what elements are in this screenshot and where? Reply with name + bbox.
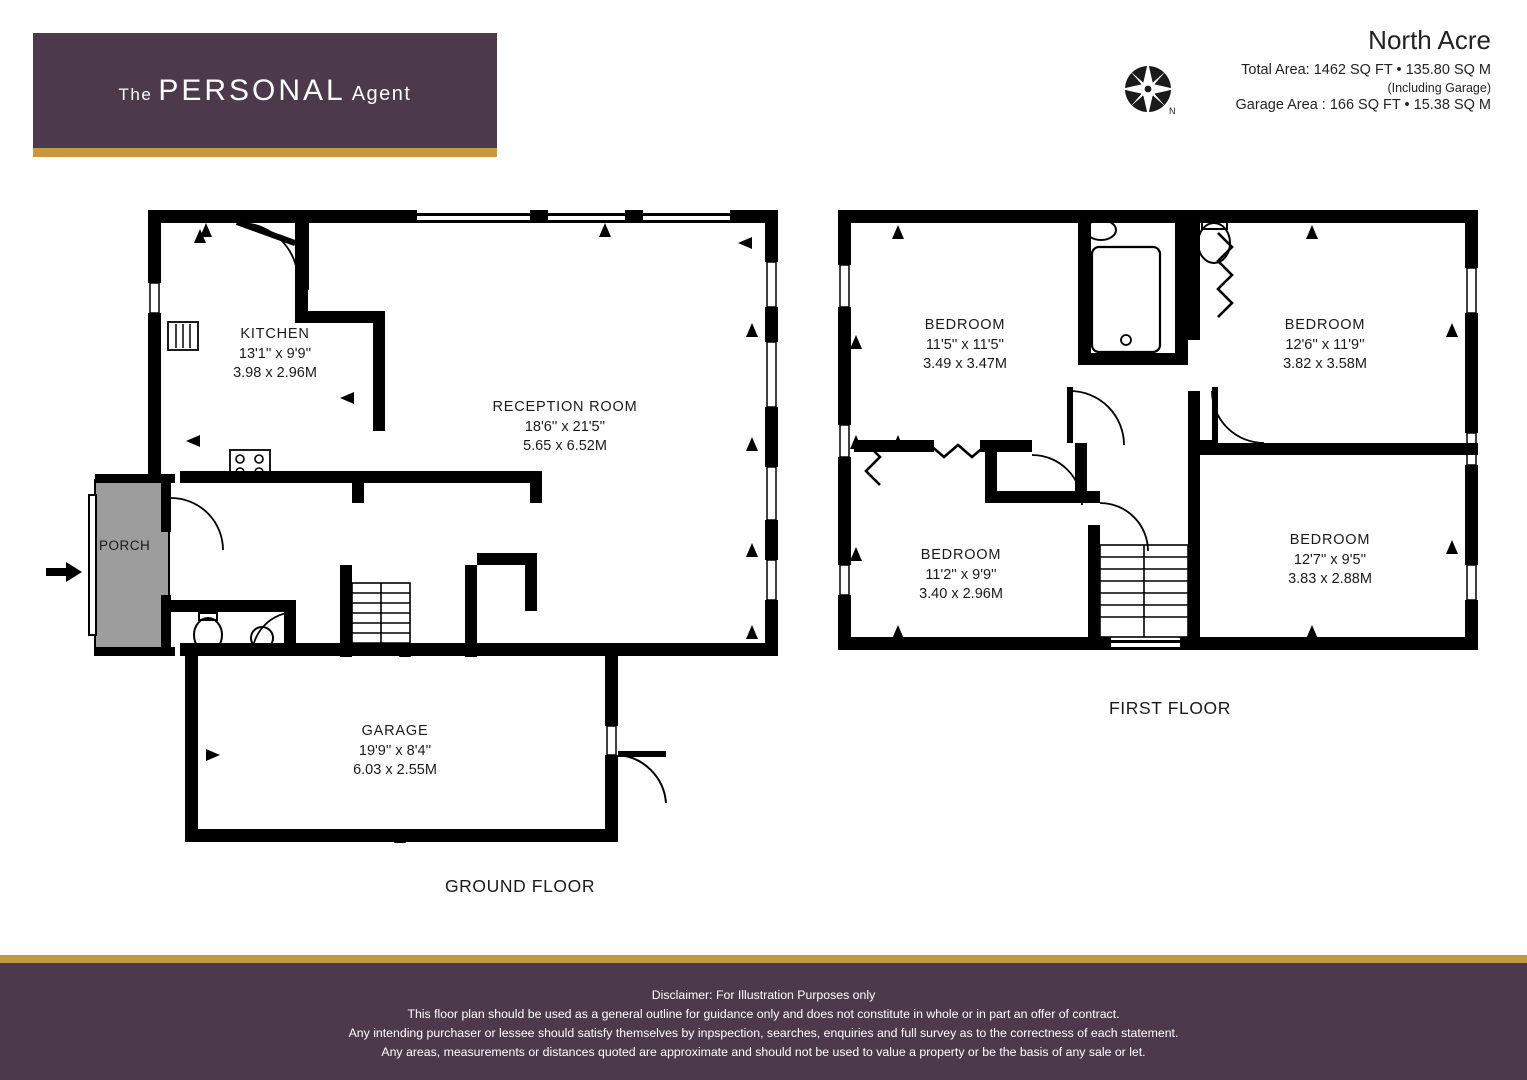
- disclaimer-line-3: Any intending purchaser or lessee should satisfy themselves by inpspection, searches, enquiries and full survey as to the correctness of each statement.: [348, 1025, 1179, 1040]
- ground-floor-label: GROUND FLOOR: [444, 876, 596, 896]
- disclaimer-text: [0, 986, 1527, 1062]
- property-info: [1236, 24, 1491, 114]
- disclaimer-line-4: Any areas, measurements or distances quoted are approximate and should not be used to value a property or be the basis of any sale or let.: [381, 1044, 1146, 1059]
- logo-personal: PERSONAL: [158, 73, 346, 107]
- disclaimer-line-2: This floor plan should be used as a general outline for guidance only and does not constitute in whole or in part an offer of contract.: [407, 1006, 1120, 1021]
- brand-gold-rule: [33, 148, 497, 157]
- total-area-text: Total Area: 1462 SQ FT • 135.80 SQ M: [1241, 62, 1491, 79]
- including-garage-text: (Including Garage): [1387, 80, 1491, 95]
- compass-rose-icon: [1117, 58, 1179, 120]
- room-label-bedroom-4: BEDROOM 12'7'' x 9'5'' 3.83 x 2.88M: [1288, 532, 1372, 588]
- logo-agent: Agent: [351, 82, 412, 105]
- room-label-bedroom-3: BEDROOM 11'2'' x 9'9'' 3.40 x 2.96M: [919, 547, 1003, 603]
- agency-logo-text: [119, 74, 412, 108]
- room-label-bedroom-1: BEDROOM 11'5'' x 11'5'' 3.49 x 3.47M: [923, 317, 1007, 373]
- room-label-kitchen: KITCHEN 13'1'' x 9'9'' 3.98 x 2.96M: [233, 326, 317, 382]
- disclaimer-line-1: Disclaimer: For Illustration Purposes only: [651, 987, 876, 1002]
- room-label-bedroom-2: BEDROOM 12'6'' x 11'9'' 3.82 x 3.58M: [1283, 317, 1367, 373]
- entrance-arrow-icon: [46, 560, 86, 589]
- logo-the: The: [118, 84, 153, 104]
- svg-text:N: N: [1169, 106, 1176, 116]
- room-label-garage: GARAGE 19'9'' x 8'4'' 6.03 x 2.55M: [353, 723, 437, 779]
- room-label-porch: PORCH: [99, 538, 151, 553]
- footer-gold-rule: [0, 955, 1527, 963]
- first-floor-label: FIRST FLOOR: [1109, 698, 1231, 718]
- first-floor-plan: [820, 195, 1480, 685]
- garage-area-text: Garage Area : 166 SQ FT • 15.38 SQ M: [1235, 96, 1491, 113]
- page-title: North Acre: [1368, 25, 1491, 55]
- room-label-reception-room: RECEPTION ROOM 18'6'' x 21'5'' 5.65 x 6.52M: [492, 399, 638, 455]
- agency-logo: [33, 33, 497, 148]
